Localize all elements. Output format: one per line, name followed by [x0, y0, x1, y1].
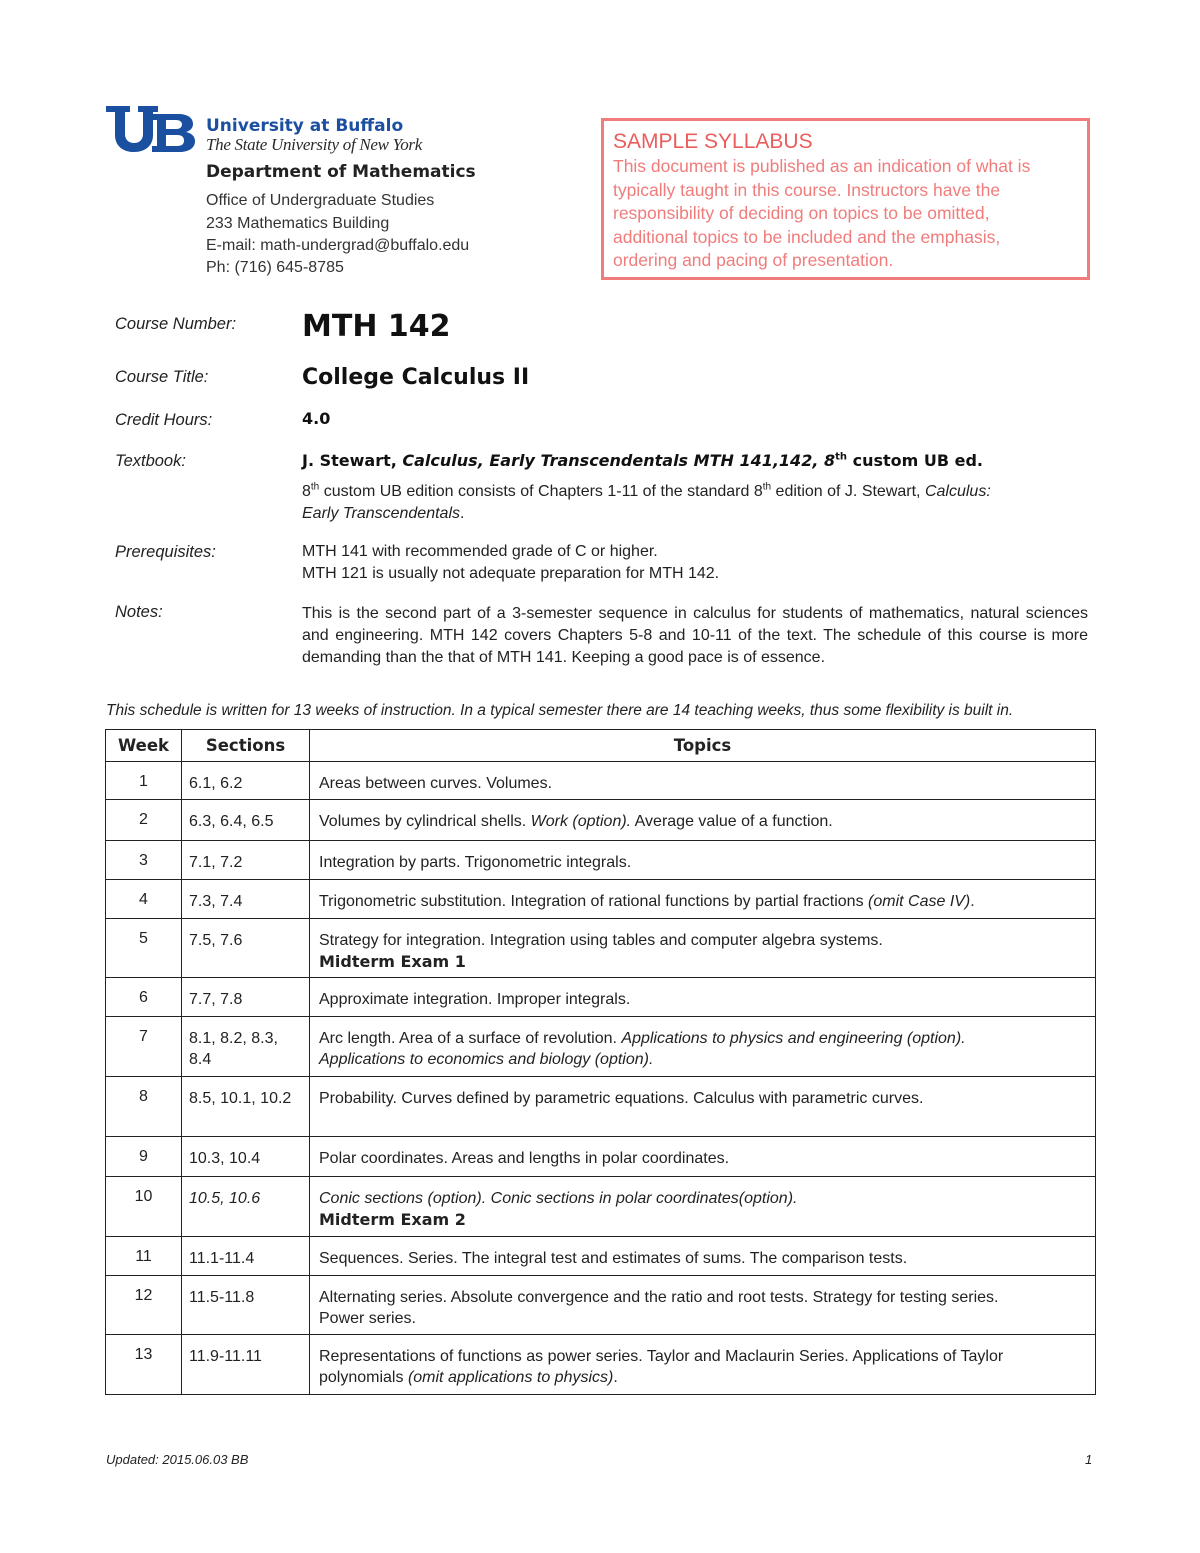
week-cell: 1: [106, 762, 182, 800]
topic-line: [319, 1346, 1089, 1367]
schedule-table: [105, 729, 1096, 1395]
topic-line: [319, 773, 1089, 794]
textbook-title: Calculus, Early Transcendentals: [402, 451, 689, 470]
topic-line: [319, 1188, 1089, 1209]
week-cell: 7: [106, 1017, 182, 1077]
topic-line: [319, 1028, 1089, 1049]
topic-italic: (omit Case IV): [868, 893, 971, 910]
topic-text: .: [970, 893, 975, 910]
topic-line: [319, 989, 1089, 1010]
sections-cell: 7.7, 7.8: [182, 978, 310, 1017]
edition-sup: th: [310, 481, 320, 493]
office-address: 233 Mathematics Building: [206, 215, 390, 232]
table-row: [106, 1237, 1096, 1276]
prerequisites: [302, 541, 719, 585]
topic-text: Probability. Curves defined by parametric equations. Calculus with parametric curves.: [319, 1090, 924, 1107]
edition-note: [302, 481, 1092, 525]
edition-text: .: [460, 505, 465, 522]
topics-cell: [310, 919, 1096, 978]
week-cell: 2: [106, 800, 182, 841]
topics-cell: [310, 1335, 1096, 1395]
sections-cell: 6.1, 6.2: [182, 762, 310, 800]
topics-cell: [310, 1237, 1096, 1276]
topic-line: [319, 891, 1089, 912]
page-number: 1: [1085, 1452, 1093, 1467]
sample-syllabus-title: SAMPLE SYLLABUS: [613, 130, 813, 153]
topic-line: [319, 1248, 1089, 1269]
topic-text: Representations of functions as power series. Taylor and Maclaurin Series. Applications of Taylor: [319, 1348, 1004, 1365]
week-cell: 13: [106, 1335, 182, 1395]
table-row: [106, 1276, 1096, 1335]
sections-cell: 6.3, 6.4, 6.5: [182, 800, 310, 841]
topic-text: Approximate integration. Improper integrals.: [319, 991, 631, 1008]
week-cell: 11: [106, 1237, 182, 1276]
textbook-author: J. Stewart,: [302, 451, 403, 470]
topic-text: Alternating series. Absolute convergence and the ratio and root tests. Strategy for testing series.: [319, 1289, 999, 1306]
sections-cell: 10.5, 10.6: [182, 1177, 310, 1237]
sample-syllabus-box: [601, 118, 1090, 280]
prerequisites-label: Prerequisites:: [115, 543, 216, 561]
sections-cell: 7.3, 7.4: [182, 880, 310, 919]
header-topics: Topics: [310, 730, 1096, 762]
topics-cell: [310, 978, 1096, 1017]
textbook-sup: th: [835, 451, 848, 463]
edition-book-title: Calculus:: [924, 483, 991, 500]
sections-cell: 8.1, 8.2, 8.3, 8.4: [182, 1017, 310, 1077]
course-title-label: Course Title:: [115, 368, 209, 386]
topic-text: Trigonometric substitution. Integration of rational functions by partial fractions: [319, 893, 869, 910]
topic-text: Polar coordinates. Areas and lengths in polar coordinates.: [319, 1150, 730, 1167]
topic-line: [319, 1287, 1089, 1308]
week-cell: 5: [106, 919, 182, 978]
table-row: [106, 1017, 1096, 1077]
week-cell: 10: [106, 1177, 182, 1237]
week-cell: 4: [106, 880, 182, 919]
topic-text: Integration by parts. Trigonometric integrals.: [319, 854, 632, 871]
topic-line: [319, 1308, 1089, 1329]
table-row: [106, 762, 1096, 800]
topics-cell: [310, 1276, 1096, 1335]
department-name: Department of Mathematics: [206, 162, 476, 182]
topic-italic: Applications to economics and biology (option).: [319, 1051, 654, 1068]
topic-text: .: [613, 1369, 618, 1386]
university-name: University at Buffalo: [206, 116, 404, 136]
sample-syllabus-line: additional topics to be included and the emphasis,: [613, 226, 1001, 247]
prerequisite-line: MTH 121 is usually not adequate preparation for MTH 142.: [302, 565, 720, 582]
topic-line: [319, 1049, 1089, 1070]
sections-cell: 11.5-11.8: [182, 1276, 310, 1335]
table-row: [106, 919, 1096, 978]
edition-text: custom UB edition consists of Chapters 1-11 of the standard 8: [319, 483, 763, 500]
sections-cell: 10.3, 10.4: [182, 1137, 310, 1177]
prerequisite-line: MTH 141 with recommended grade of C or higher.: [302, 543, 658, 560]
course-number: MTH 142: [302, 309, 451, 344]
topics-cell: [310, 841, 1096, 880]
midterm-exam: Midterm Exam 2: [319, 1210, 466, 1229]
topic-line: [319, 1148, 1089, 1169]
table-row: [106, 1335, 1096, 1395]
edition-book-title: Early Transcendentals: [302, 505, 460, 522]
table-header-row: [106, 730, 1096, 762]
credit-hours: 4.0: [302, 409, 331, 428]
header-sections: Sections: [182, 730, 310, 762]
office-line: Office of Undergraduate Studies: [206, 192, 435, 209]
week-cell: 12: [106, 1276, 182, 1335]
sample-syllabus-line: typically taught in this course. Instructors have the: [613, 179, 1001, 200]
table-row: [106, 880, 1096, 919]
sample-syllabus-line: ordering and pacing of presentation.: [613, 250, 894, 270]
textbook: [302, 451, 983, 470]
edition-text: 8: [302, 483, 311, 500]
sections-cell: 11.1-11.4: [182, 1237, 310, 1276]
topics-cell: [310, 1017, 1096, 1077]
table-row: [106, 978, 1096, 1017]
topic-text: Average value of a function.: [631, 813, 833, 830]
sample-syllabus-line: responsibility of deciding on topics to be omitted,: [613, 203, 990, 223]
university-subtitle: The State University of New York: [206, 135, 422, 154]
week-cell: 6: [106, 978, 182, 1017]
course-title: College Calculus II: [302, 365, 530, 390]
table-row: [106, 800, 1096, 841]
week-cell: 8: [106, 1077, 182, 1137]
topic-line: [319, 1367, 1089, 1388]
sections-cell: 7.1, 7.2: [182, 841, 310, 880]
sections-cell: 8.5, 10.1, 10.2: [182, 1077, 310, 1137]
topic-text: Arc length. Area of a surface of revolution.: [319, 1030, 622, 1047]
topic-line: [319, 852, 1089, 873]
topic-italic: Applications to physics and engineering (option).: [621, 1030, 966, 1047]
topic-italic: Conic sections (option). Conic sections in polar coordinates(option).: [319, 1190, 798, 1207]
topics-cell: [310, 1177, 1096, 1237]
topic-italic: (omit applications to physics): [407, 1369, 614, 1386]
topic-text: Strategy for integration. Integration using tables and computer algebra systems.: [319, 932, 883, 949]
credit-hours-label: Credit Hours:: [115, 411, 213, 429]
topics-cell: [310, 1077, 1096, 1137]
ub-logo: [106, 104, 196, 154]
table-row: [106, 841, 1096, 880]
week-cell: 3: [106, 841, 182, 880]
topic-text: polynomials: [319, 1369, 408, 1386]
topic-line: [319, 811, 1089, 832]
table-row: [106, 1137, 1096, 1177]
sections-cell: 7.5, 7.6: [182, 919, 310, 978]
topics-cell: [310, 1137, 1096, 1177]
table-row: [106, 1077, 1096, 1137]
topic-line: [319, 1088, 1089, 1109]
topic-line: [319, 930, 1089, 951]
edition-text: edition of J. Stewart,: [771, 483, 925, 500]
sample-syllabus-line: This document is published as an indication of what is: [613, 156, 1031, 176]
schedule-intro: This schedule is written for 13 weeks of instruction. In a typical semester there are 14 teaching weeks, thus some flexibility is built in.: [106, 702, 1014, 719]
office-email[interactable]: E-mail: math-undergrad@buffalo.edu: [206, 237, 470, 254]
textbook-edition: custom UB ed.: [847, 451, 984, 470]
topic-italic: Work (option).: [530, 813, 632, 830]
notes-label: Notes:: [115, 603, 163, 621]
topic-text: Sequences. Series. The integral test and estimates of sums. The comparison tests.: [319, 1250, 908, 1267]
week-cell: 9: [106, 1137, 182, 1177]
header-week: Week: [106, 730, 182, 762]
course-number-label: Course Number:: [115, 315, 237, 333]
textbook-course: MTH 141,142, 8: [688, 451, 836, 470]
topics-cell: [310, 762, 1096, 800]
topic-text: Power series.: [319, 1310, 416, 1327]
updated-note: Updated: 2015.06.03 BB: [106, 1452, 249, 1467]
table-row: [106, 1177, 1096, 1237]
textbook-label: Textbook:: [115, 452, 186, 470]
schedule-body: [106, 762, 1096, 1395]
office-phone: Ph: (716) 645-8785: [206, 259, 344, 276]
topic-text: Volumes by cylindrical shells.: [319, 813, 531, 830]
notes-text: This is the second part of a 3-semester sequence in calculus for students of mathematics, natural sciences and engineering. MTH 142 covers Chapters 5-8 and 10-11 of the text. The schedule of this course is more demanding than the that of MTH 141. Keeping a good pace is of essence.: [302, 605, 1088, 666]
edition-sup: th: [762, 481, 772, 493]
topic-text: Areas between curves. Volumes.: [319, 775, 553, 792]
midterm-exam: Midterm Exam 1: [319, 952, 466, 971]
sections-cell: 11.9-11.11: [182, 1335, 310, 1395]
topics-cell: [310, 800, 1096, 841]
topics-cell: [310, 880, 1096, 919]
